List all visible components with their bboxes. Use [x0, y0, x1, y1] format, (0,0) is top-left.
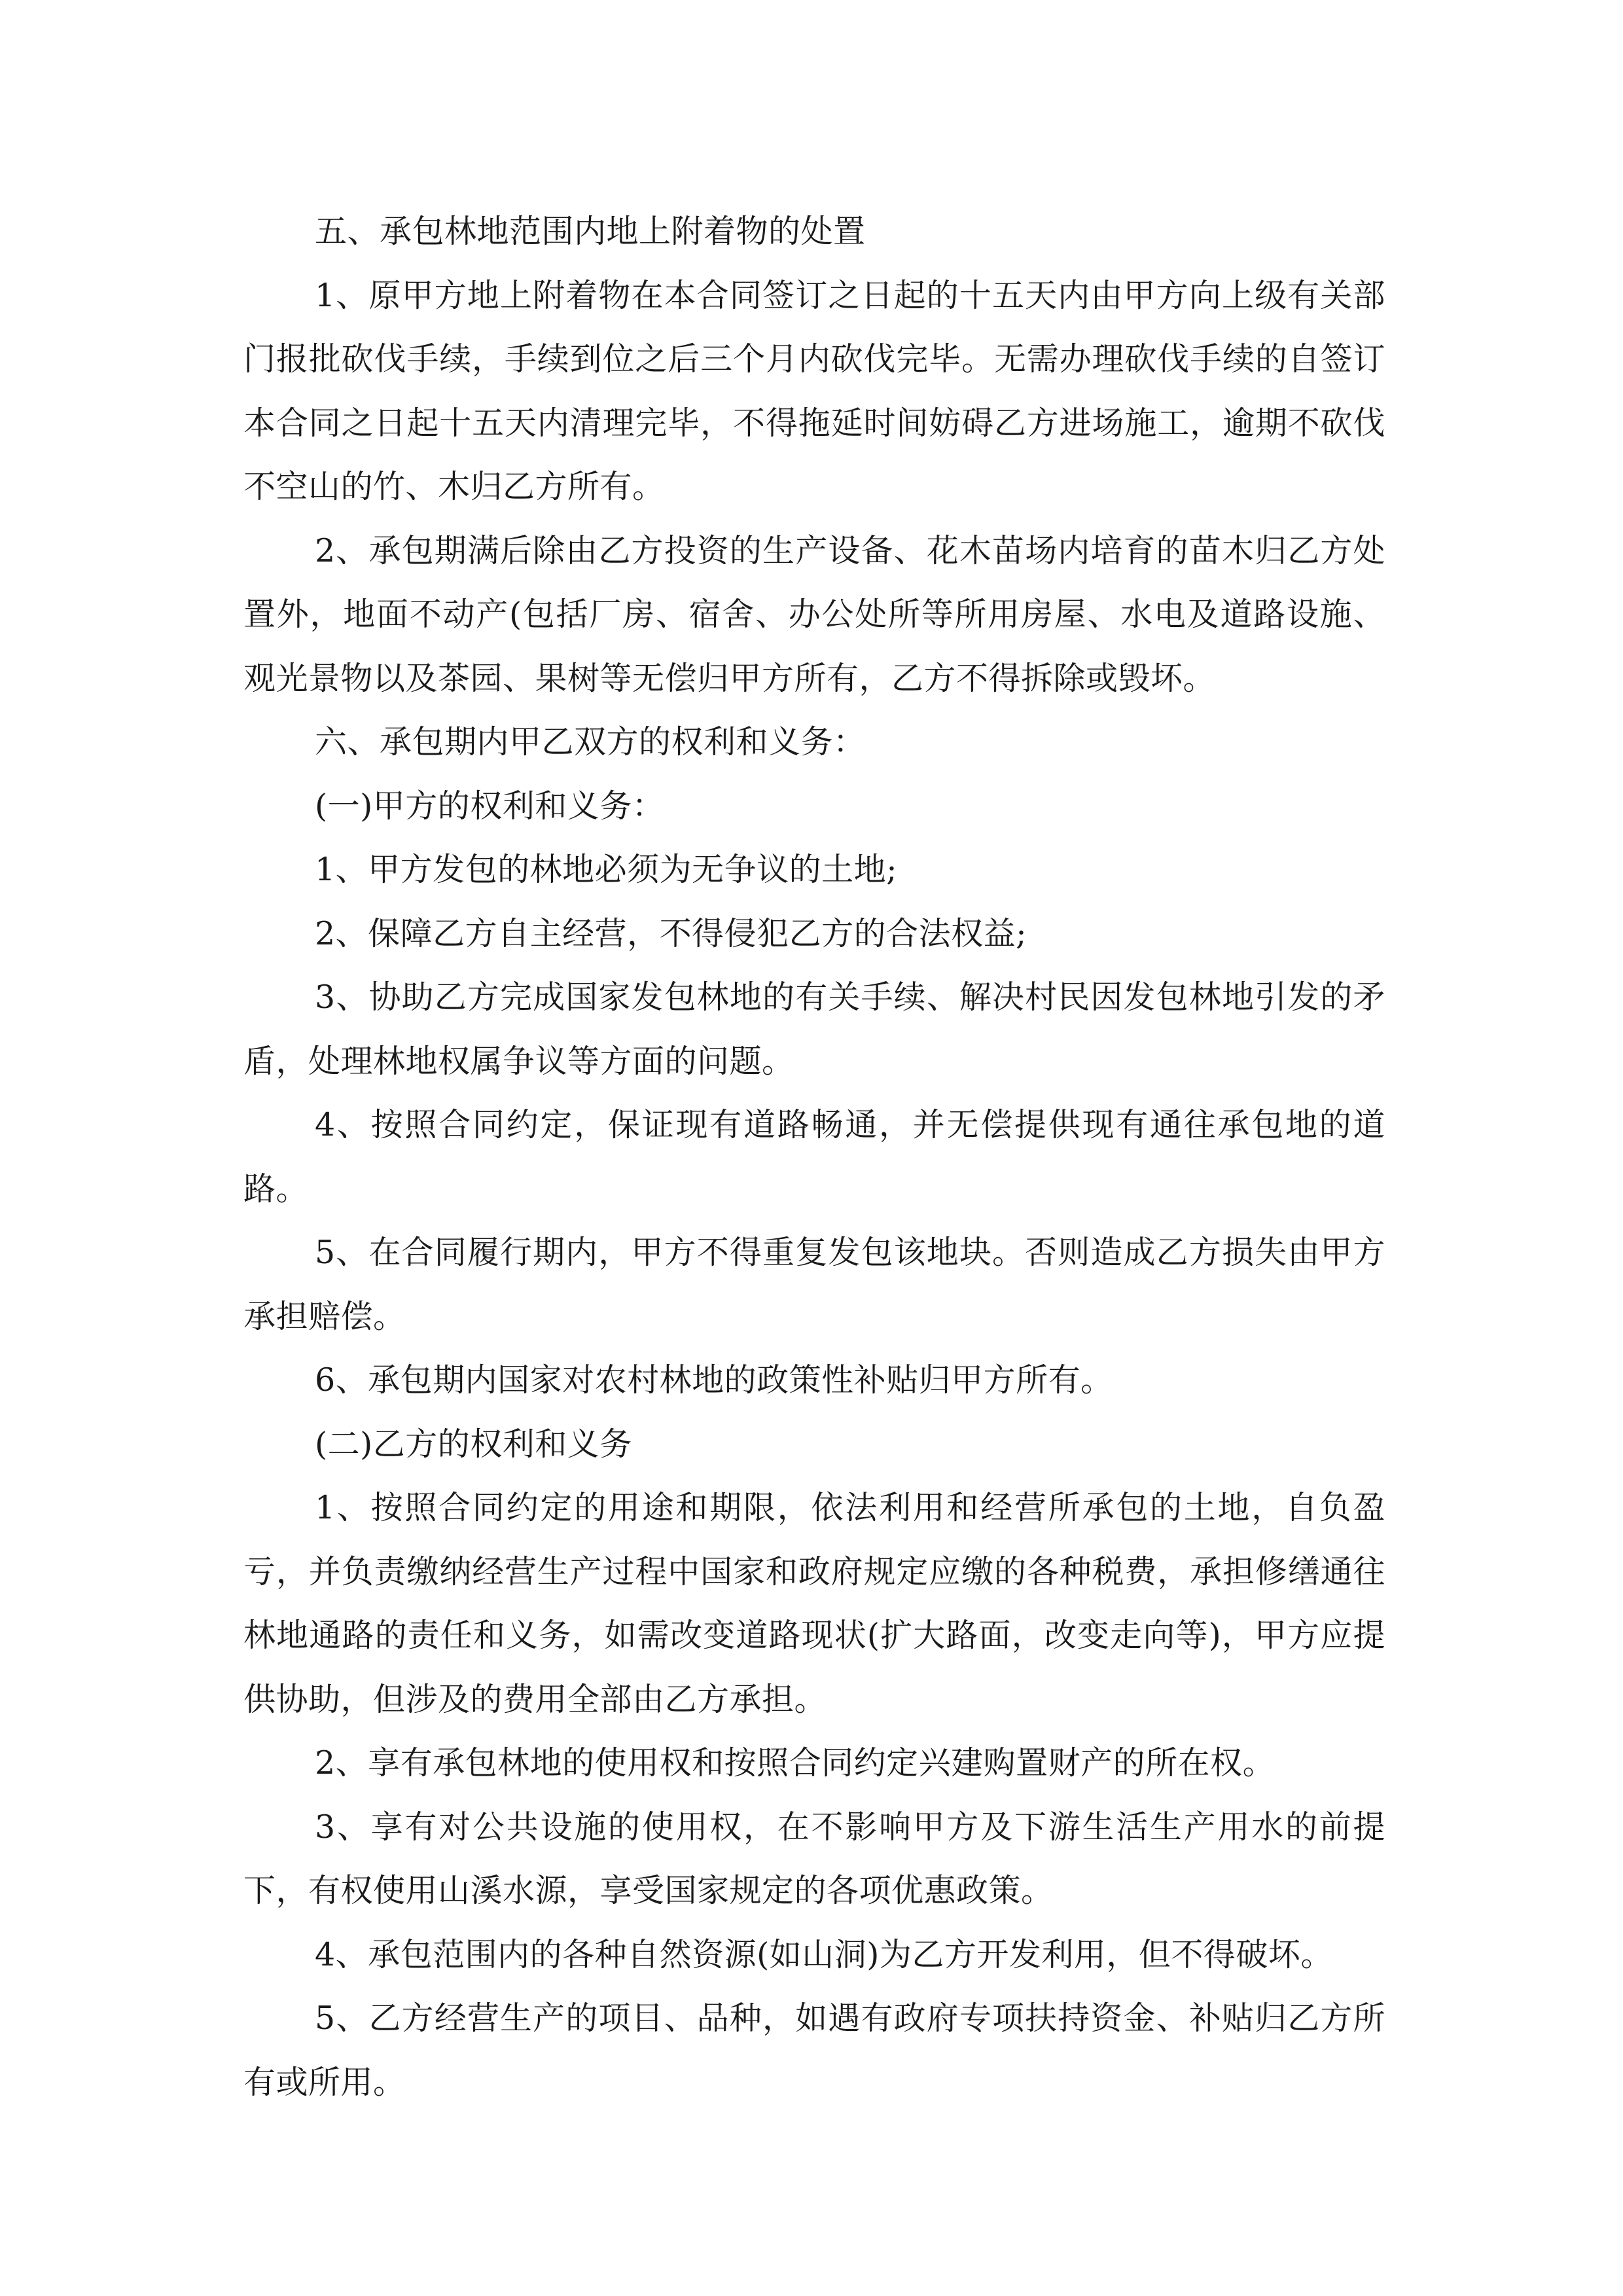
subsection-heading-party-b: (二)乙方的权利和义务	[315, 1425, 632, 1463]
clause-b-5: 5、乙方经营生产的项目、品种，如遇有政府专项扶持资金、补贴归乙方所有或所用。	[243, 2000, 1385, 2101]
clause-a-5: 5、在合同履行期内，甲方不得重复发包该地块。否则造成乙方损失由甲方承担赔偿。	[243, 1234, 1385, 1335]
subsection-heading-party-a: (一)甲方的权利和义务：	[315, 787, 665, 825]
clause-5-1: 1、原甲方地上附着物在本合同签订之日起的十五天内由甲方向上级有关部门报批砍伐手续，手续到位之后三个月内砍伐完毕。无需办理砍伐手续的自签订本合同之日起十五天内清理完毕，不得拖延时间妨碍乙方进场施工，逾期不砍伐不空山的竹、木归乙方所有。	[243, 276, 1385, 505]
clause-a-3: 3、协助乙方完成国家发包林地的有关手续、解决村民因发包林地引发的矛盾，处理林地权属争议等方面的问题。	[243, 978, 1385, 1080]
clause-b-3: 3、享有对公共设施的使用权，在不影响甲方及下游生活生产用水的前提下，有权使用山溪水源，享受国家规定的各项优惠政策。	[243, 1808, 1385, 1909]
clause-b-4: 4、承包范围内的各种自然资源(如山洞)为乙方开发利用，但不得破坏。	[315, 1935, 1333, 1973]
section-heading-6: 六、承包期内甲乙双方的权利和义务：	[315, 723, 866, 761]
clause-a-2: 2、保障乙方自主经营，不得侵犯乙方的合法权益;	[315, 914, 1027, 952]
section-heading-5: 五、承包林地范围内地上附着物的处置	[315, 213, 866, 250]
clause-5-2: 2、承包期满后除由乙方投资的生产设备、花木苗场内培育的苗木归乙方处置外，地面不动产(包括厂房、宿舍、办公处所等所用房屋、水电及道路设施、观光景物以及茶园、果树等无偿归甲方所有，乙方不得拆除或毁坏。	[243, 531, 1385, 697]
clause-b-1: 1、按照合同约定的用途和期限，依法利用和经营所承包的土地，自负盈亏，并负责缴纳经营生产过程中国家和政府规定应缴的各种税费，承担修缮通往林地通路的责任和义务，如需改变道路现状(扩大路面，改变走向等)，甲方应提供协助，但涉及的费用全部由乙方承担。	[243, 1489, 1385, 1718]
clause-a-6: 6、承包期内国家对农村林地的政策性补贴归甲方所有。	[315, 1361, 1113, 1399]
clause-a-1: 1、甲方发包的林地必须为无争议的土地;	[315, 851, 898, 888]
document-body	[243, 200, 1385, 2114]
clause-b-2: 2、享有承包林地的使用权和按照合同约定兴建购置财产的所在权。	[315, 1744, 1275, 1782]
clause-a-4: 4、按照合同约定，保证现有道路畅通，并无偿提供现有通往承包地的道路。	[243, 1106, 1385, 1208]
